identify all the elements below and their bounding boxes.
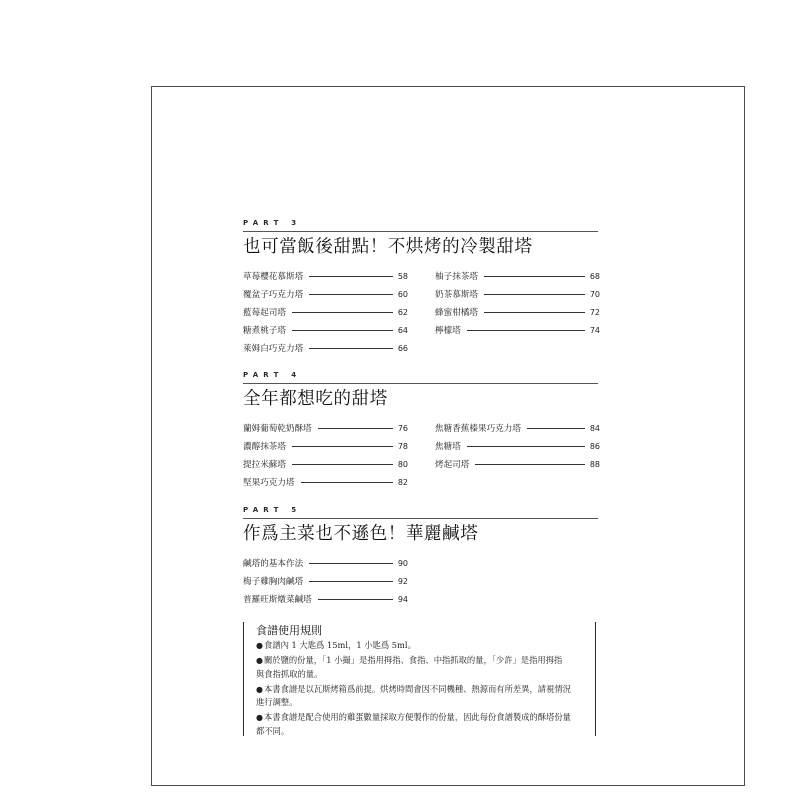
toc-page-number: 66 [397, 343, 408, 353]
dot-leader [467, 446, 585, 447]
toc-entry-title: 藍莓起司塔 [243, 308, 286, 318]
recipe-rules-title: 食譜使用規則 [256, 624, 322, 637]
part-divider [243, 518, 598, 519]
recipe-rule [256, 654, 587, 681]
toc-entry-title: 濃醇抹茶塔 [243, 442, 286, 452]
toc-entry-title: 蜂蜜柑橘塔 [435, 308, 478, 318]
recipe-rule-text-continued: 與食指抓取的量。 [256, 668, 323, 679]
toc-entry[interactable] [243, 285, 408, 303]
section-title: 全年都想吃的甜塔 [243, 389, 388, 409]
toc-entry-title: 草莓櫻花慕斯塔 [243, 272, 304, 282]
toc-page-number: 80 [397, 459, 408, 469]
toc-entry[interactable] [435, 455, 600, 473]
section-title: 也可當飯後甜點！不烘烤的冷製甜塔 [243, 237, 533, 257]
bullet-icon: ● [256, 713, 263, 723]
toc-entry[interactable] [243, 572, 408, 590]
toc-entry[interactable] [435, 285, 600, 303]
toc-page-number: 90 [397, 558, 408, 568]
dot-leader [467, 330, 585, 331]
dot-leader [484, 276, 585, 277]
dot-leader [527, 428, 585, 429]
toc-entry-title: 焦糖塔 [435, 442, 461, 452]
recipe-rule-text-continued: 進行調整。 [256, 697, 298, 708]
toc-column-left [243, 267, 408, 357]
toc-entry[interactable] [243, 437, 408, 455]
toc-entry-title: 檸檬塔 [435, 326, 461, 336]
toc-page-number: 60 [397, 289, 408, 299]
toc-column-right [435, 267, 600, 339]
recipe-rule-text: 本書食譜是配合使用的雞蛋數量採取方便製作的份量，因此每份食譜製成的酥塔份量 [263, 712, 571, 723]
part-label: PART 4 [243, 371, 302, 379]
toc-entry-title: 鹹塔的基本作法 [243, 559, 304, 569]
dot-leader [318, 428, 393, 429]
recipe-rules-box [243, 622, 596, 736]
recipe-rule-text: 食譜內 1 大匙爲 15ml，1 小匙爲 5ml。 [263, 640, 416, 650]
dot-leader [309, 563, 393, 564]
toc-entry[interactable] [243, 473, 408, 491]
toc-entry[interactable] [435, 321, 600, 339]
toc-page-number: 94 [397, 594, 408, 604]
toc-page-number: 88 [589, 459, 600, 469]
toc-entry-title: 烤起司塔 [435, 460, 470, 470]
recipe-rule-text: 本書食譜是以瓦斯烤箱爲前提。烘烤時間會因不同機種、熱源而有所差異，請視情況 [263, 683, 571, 694]
toc-page-number: 86 [589, 441, 600, 451]
recipe-rule-text: 關於鹽的份量，「1 小撮」是指用拇指、食指、中指抓取的量，「少許」是指用拇指 [263, 655, 563, 666]
toc-entry[interactable] [243, 303, 408, 321]
dot-leader [292, 446, 393, 447]
toc-entry-title: 萊姆白巧克力塔 [243, 344, 304, 354]
part-label: PART 5 [243, 506, 302, 514]
toc-entry[interactable] [435, 419, 600, 437]
toc-page-number: 62 [397, 307, 408, 317]
toc-entry[interactable] [243, 339, 408, 357]
toc-page-number: 76 [397, 423, 408, 433]
dot-leader [484, 312, 585, 313]
section-title: 作爲主菜也不遜色！華麗鹹塔 [243, 524, 479, 544]
recipe-rule-text-continued: 都不同。 [256, 725, 290, 736]
recipe-rule [256, 711, 587, 738]
bullet-icon: ● [256, 656, 263, 666]
toc-column-left [243, 554, 408, 608]
toc-entry[interactable] [435, 437, 600, 455]
toc-entry-title: 堅果巧克力塔 [243, 478, 295, 488]
toc-entry-title: 蘭姆葡萄乾奶酥塔 [243, 424, 312, 434]
toc-page-number: 72 [589, 307, 600, 317]
toc-page-number: 78 [397, 441, 408, 451]
bullet-icon: ● [256, 684, 263, 694]
recipe-rule [256, 639, 587, 652]
toc-entry-title: 提拉米蘇塔 [243, 460, 286, 470]
toc-entry-title: 焦糖香蕉榛果巧克力塔 [435, 424, 521, 434]
dot-leader [484, 294, 585, 295]
toc-page-number: 64 [397, 325, 408, 335]
dot-leader [301, 482, 393, 483]
toc-entry-title: 柚子抹茶塔 [435, 272, 478, 282]
toc-entry[interactable] [243, 321, 408, 339]
dot-leader [475, 464, 584, 465]
part-3-section [243, 219, 603, 354]
part-4-section [243, 371, 603, 488]
toc-entry-title: 奶茶慕斯塔 [435, 290, 478, 300]
dot-leader [309, 348, 393, 349]
dot-leader [292, 330, 393, 331]
toc-entry-title: 糖煮桃子塔 [243, 326, 286, 336]
toc-entry[interactable] [243, 554, 408, 572]
dot-leader [292, 464, 393, 465]
bullet-icon: ● [256, 641, 263, 650]
part-divider [243, 231, 598, 232]
toc-page-number: 82 [397, 477, 408, 487]
part-5-section [243, 506, 603, 605]
recipe-rule [256, 683, 587, 710]
toc-page-number: 74 [589, 325, 600, 335]
toc-entry[interactable] [243, 455, 408, 473]
toc-entry[interactable] [243, 590, 408, 608]
dot-leader [318, 599, 393, 600]
toc-page-number: 84 [589, 423, 600, 433]
toc-column-left [243, 419, 408, 491]
dot-leader [309, 581, 393, 582]
toc-entry[interactable] [435, 267, 600, 285]
toc-entry[interactable] [435, 303, 600, 321]
toc-entry-title: 覆盆子巧克力塔 [243, 290, 304, 300]
dot-leader [309, 294, 393, 295]
dot-leader [309, 276, 393, 277]
toc-column-right [435, 419, 600, 473]
toc-page-number: 68 [589, 271, 600, 281]
dot-leader [292, 312, 393, 313]
toc-page-number: 92 [397, 576, 408, 586]
part-divider [243, 383, 598, 384]
part-label: PART 3 [243, 219, 302, 227]
toc-entry[interactable] [243, 267, 408, 285]
toc-entry-title: 梅子雞胸肉鹹塔 [243, 577, 304, 587]
toc-entry[interactable] [243, 419, 408, 437]
toc-page-number: 58 [397, 271, 408, 281]
toc-page-number: 70 [589, 289, 600, 299]
toc-entry-title: 普羅旺斯燉菜鹹塔 [243, 595, 312, 605]
